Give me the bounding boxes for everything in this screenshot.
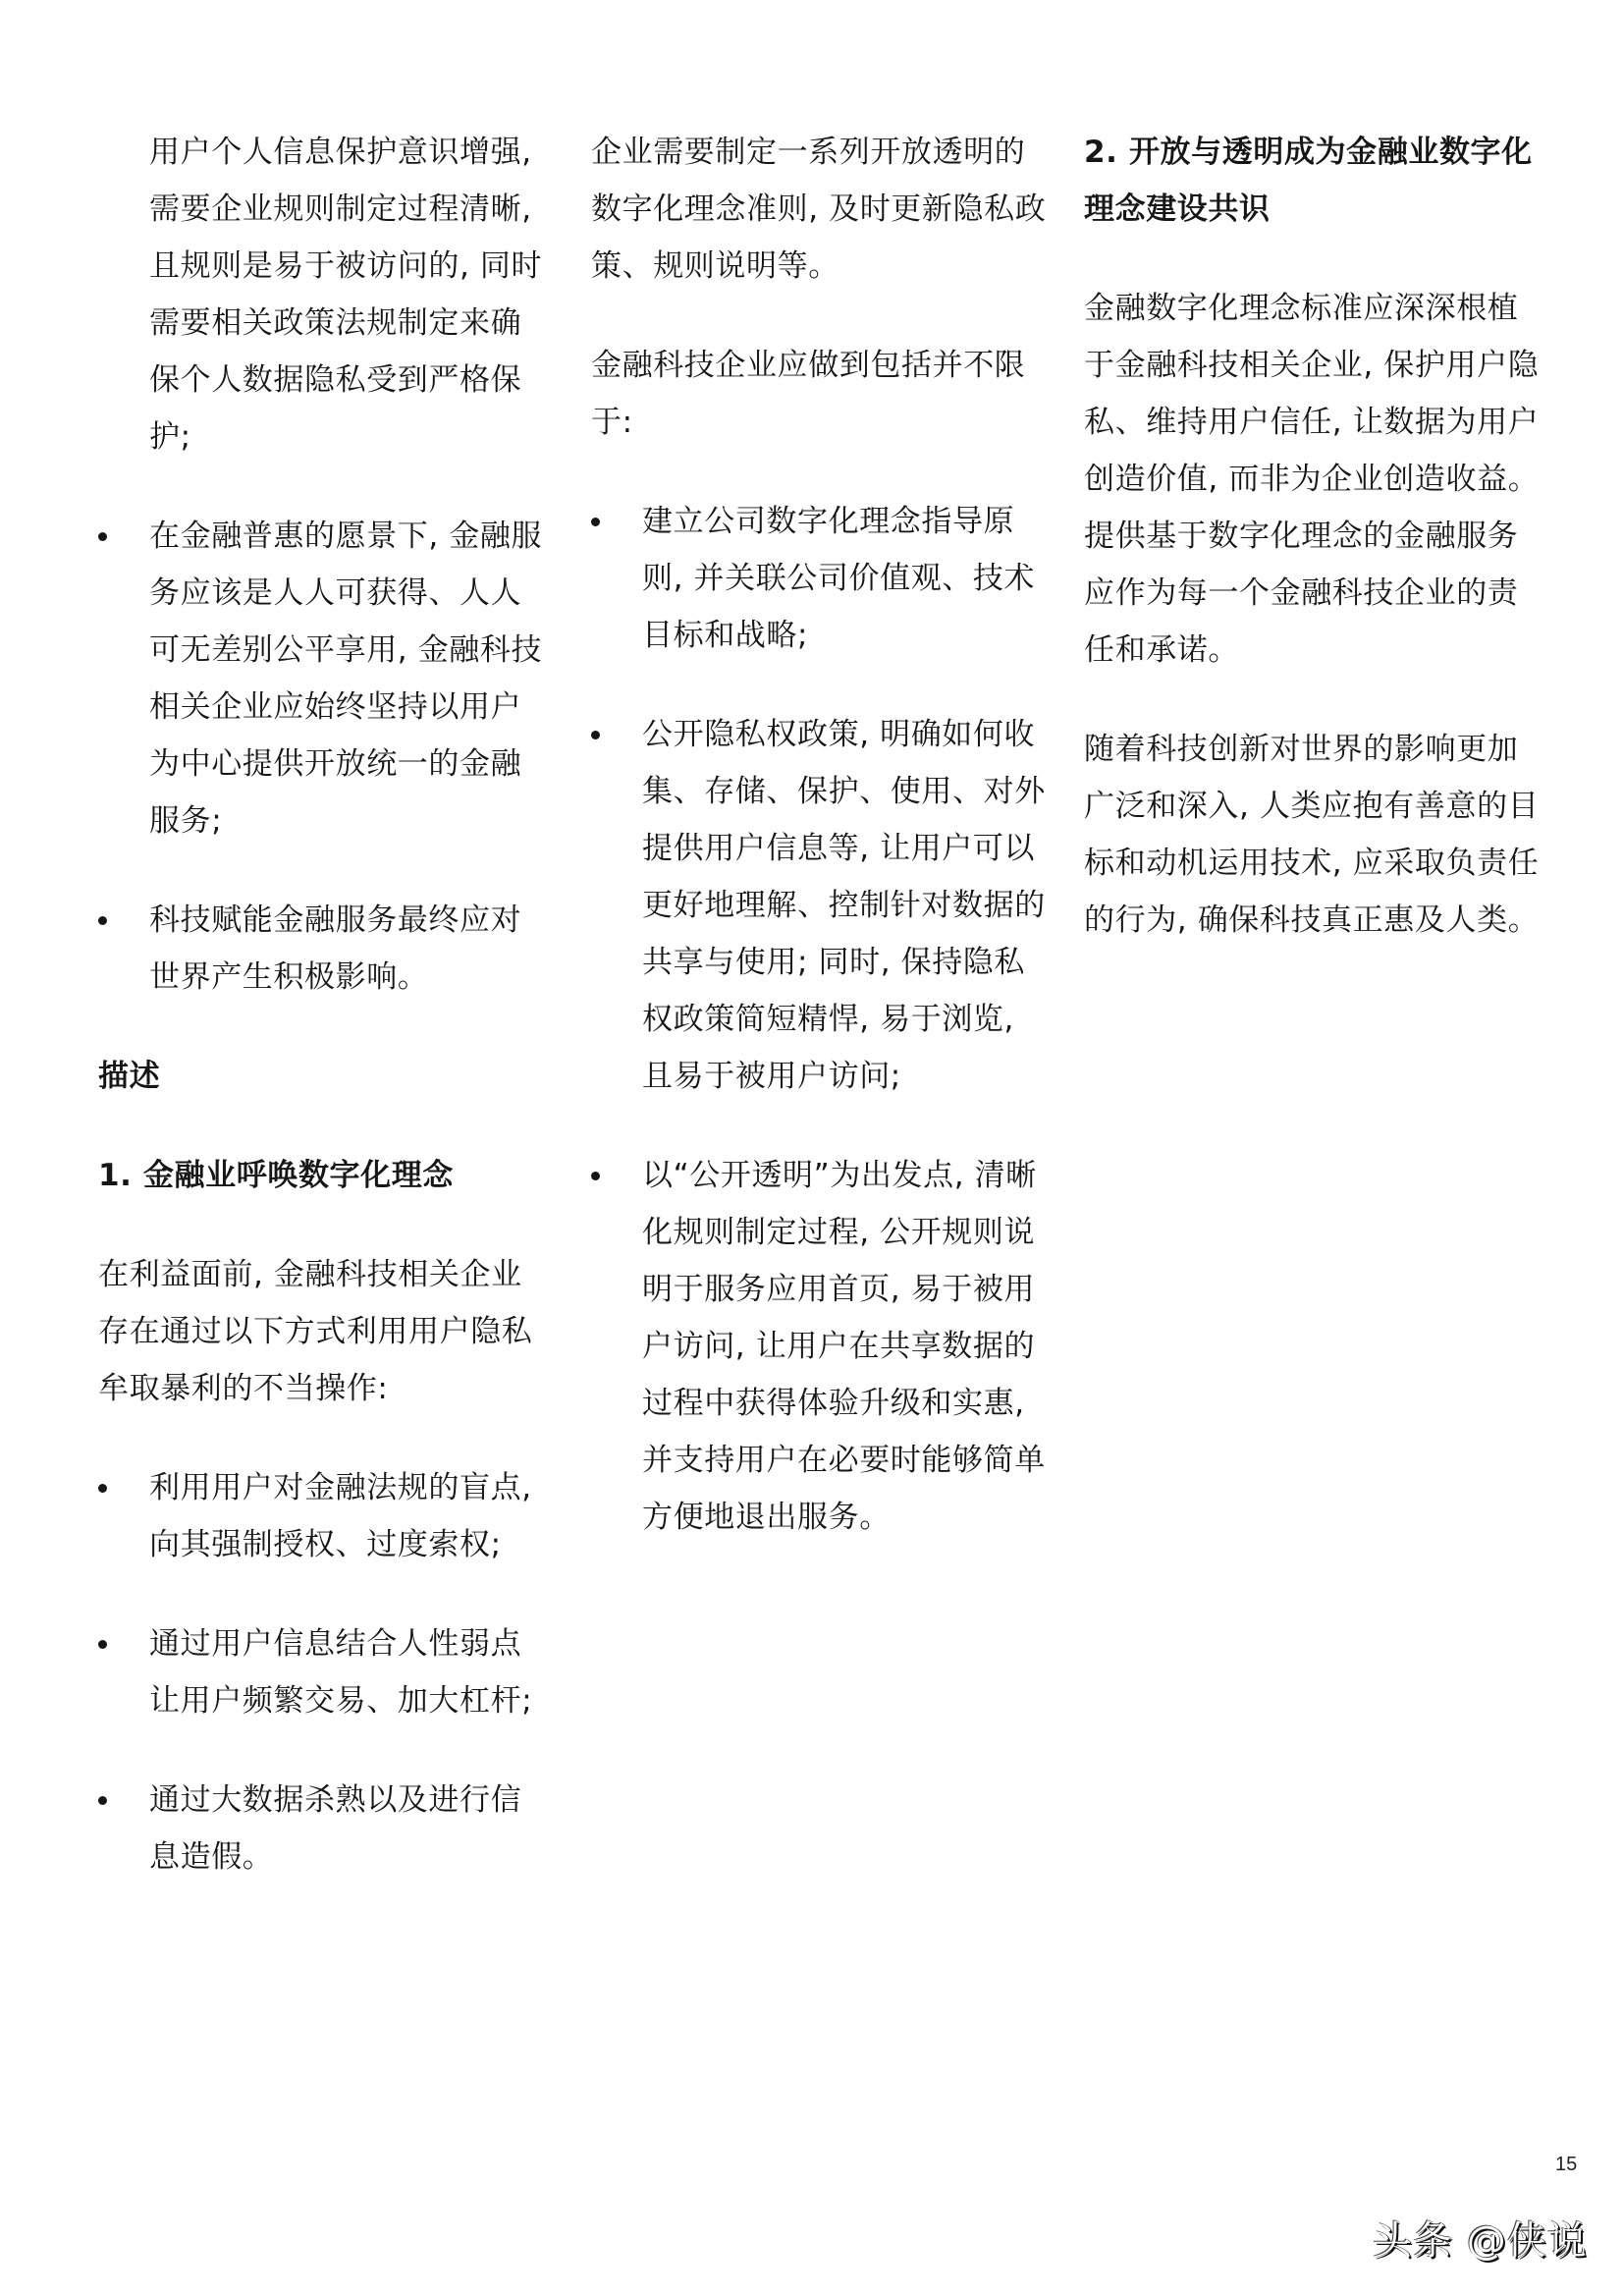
bullet-list-principles <box>98 508 550 1006</box>
list-item-text: 建立公司数字化理念指导原则, 并关联公司价值观、技术目标和战略; <box>642 504 1036 653</box>
list-item-text: 以“公开透明”为出发点, 清晰化规则制定过程, 公开规则说明于服务应用首页, 易于被用户访问, 让用户在共享数据的过程中获得体验升级和实惠, 并支持用户在必要时能够简单方便地退出服务。 <box>642 1158 1046 1535</box>
intro-paragraph: 在利益面前, 金融科技相关企业存在通过以下方式利用用户隐私牟取暴利的不当操作: <box>98 1257 533 1406</box>
list-item <box>98 508 550 849</box>
list-item-text: 公开隐私权政策, 明确如何收集、存储、保护、使用、对外提供用户信息等, 让用户可以更好地理解、控制针对数据的共享与使用; 同时, 保持隐私权政策简短精悍, 易于浏览, 且易于被用户访问; <box>642 717 1046 1094</box>
list-item <box>98 892 550 1006</box>
bullet-icon <box>98 1796 107 1805</box>
list-item-text: 通过大数据杀熟以及进行信息造假。 <box>149 1782 522 1875</box>
bullet-icon <box>591 731 600 739</box>
bullet-list-requirements <box>591 493 1053 1546</box>
bullet-icon <box>98 1484 107 1493</box>
bullet-list-misconduct <box>98 1459 550 1886</box>
list-item <box>98 1459 550 1573</box>
bullet-icon <box>98 1640 107 1649</box>
watermark: 头条 @侠说 <box>1373 2218 1588 2264</box>
list-item-text: 通过用户信息结合人性弱点让用户频繁交易、加大杠杆; <box>149 1626 533 1719</box>
column-2 <box>591 124 1053 1588</box>
bullet-icon <box>98 532 107 541</box>
list-item <box>591 1147 1053 1546</box>
list-item-text: 利用用户对金融法规的盲点, 向其强制授权、过度索权; <box>149 1470 532 1562</box>
list-item-text: 在金融普惠的愿景下, 金融服务应该是人人可获得、人人可无差别公平享用, 金融科技相关企业应始终坚持以用户为中心提供开放统一的金融服务; <box>149 519 543 839</box>
paragraph: 企业需要制定一系列开放透明的数字化理念准则, 及时更新隐私政策、规则说明等。 <box>591 135 1047 284</box>
section-heading-2: 2. 开放与透明成为金融业数字化理念建设共识 <box>1084 135 1533 227</box>
list-item <box>591 706 1053 1105</box>
column-1 <box>98 124 550 1928</box>
section-heading-1: 1. 金融业呼唤数字化理念 <box>98 1158 454 1193</box>
list-item-text: 科技赋能金融服务最终应对世界产生积极影响。 <box>149 902 522 995</box>
list-item <box>98 1615 550 1729</box>
paragraph: 金融科技企业应做到包括并不限于: <box>591 348 1026 440</box>
list-item <box>98 1772 550 1886</box>
page-number: 15 <box>1555 2154 1578 2175</box>
column-3 <box>1084 124 1545 991</box>
continuation-paragraph: 用户个人信息保护意识增强, 需要企业规则制定过程清晰, 且规则是易于被访问的, 同时需要相关政策法规制定来确保个人数据隐私受到严格保护; <box>149 135 543 455</box>
bullet-icon <box>591 1172 600 1180</box>
list-item <box>591 493 1053 664</box>
paragraph: 金融数字化理念标准应深深根植于金融科技相关企业, 保护用户隐私、维持用户信任, 让数据为用户创造价值, 而非为企业创造收益。提供基于数字化理念的金融服务应作为每一个金融科技企业的责任和承诺。 <box>1084 291 1540 668</box>
paragraph: 随着科技创新对世界的影响更加广泛和深入, 人类应抱有善意的目标和动机运用技术, 应采取负责任的行为, 确保科技真正惠及人类。 <box>1084 732 1540 938</box>
section-label: 描述 <box>98 1059 161 1094</box>
bullet-icon <box>591 518 600 526</box>
bullet-icon <box>98 916 107 925</box>
